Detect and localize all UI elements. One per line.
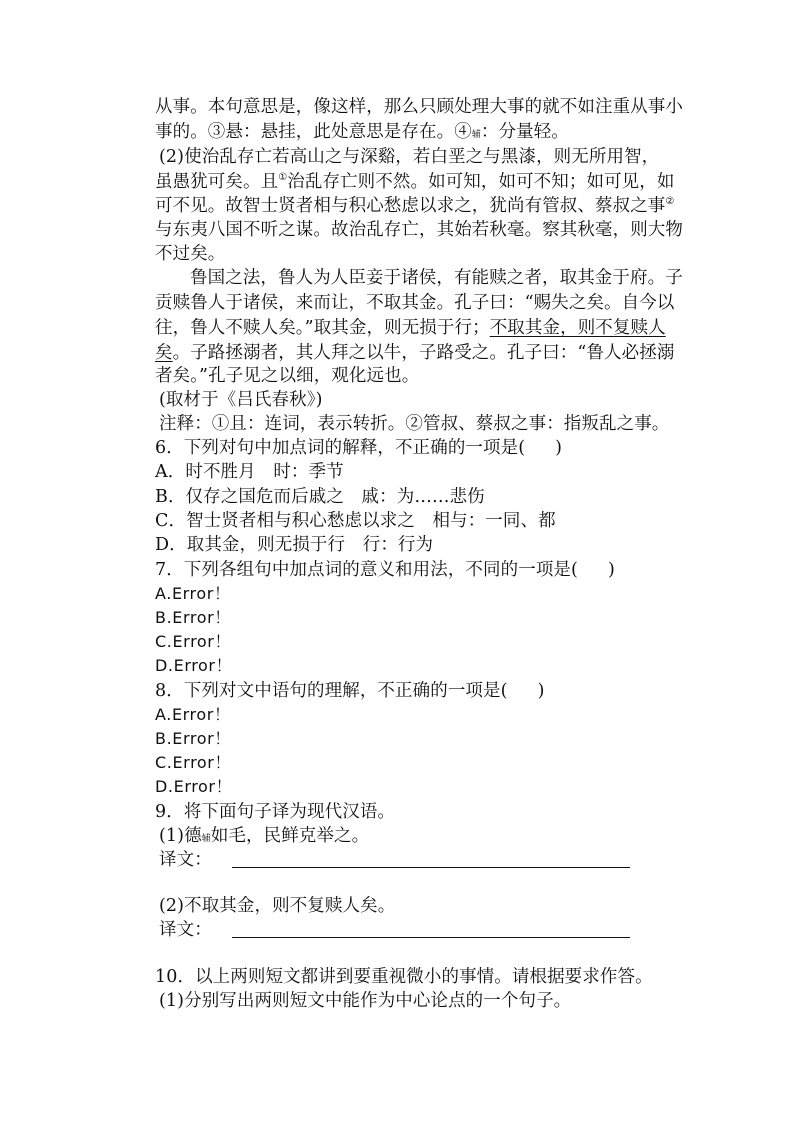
text-line: 者矣。”孔子见之以细，观化远也。 [155,366,420,386]
text-line: 鲁国之法，鲁人为人臣妾于诸侯，有能赎之者，取其金于府。子 [190,268,683,288]
translation-label: 译文： [159,850,212,870]
question-10-sub-1: (1)分别写出两则短文中能作为中心论点的一个句子。 [159,991,572,1011]
text-line: 往，鲁人不赎人矣。”取其金，则无损于行；不取其金，则不复赎人 [155,318,666,338]
text-line: 矣。子路拯溺者，其人拜之以牛，子路受之。孔子曰：“鲁人必拯溺 [155,343,675,363]
text-line: 不过矣。 [155,244,226,264]
answer-blank-2[interactable] [232,937,630,938]
question-7-option-a: A.Error！ [155,584,231,603]
question-6-stem: 6．下列对句中加点词的解释，不正确的一项是( ) [155,438,563,458]
question-6-option-d: D．取其金，则无损于行 行：行为 [155,535,434,555]
underlined-sentence: 矣 [155,343,173,363]
question-6-option-b: B．仅存之国危而后戚之 戚：为……悲伤 [155,487,485,507]
text-line: 可不见。故智士贤者相与积心愁虑以求之，犹尚有管叔、蔡叔之事② [155,196,675,216]
footnote-ref: ① [278,172,288,183]
footnote-ref: ② [665,196,675,207]
question-7-option-c: C.Error！ [155,632,232,651]
question-7-option-d: D.Error！ [155,656,233,675]
text-line: 事的。③悬：悬挂，此处意思是存在。④辅：分量轻。 [155,122,569,142]
question-10-stem: 10．以上两则短文都讲到要重视微小的事情。请根据要求作答。 [155,967,653,987]
text-line: 虽愚犹可矣。且①治乱存亡则不然。如可知，如可不知；如可见，如 [155,172,675,192]
question-7-stem: 7．下列各组句中加点词的意义和用法，不同的一项是( ) [155,560,615,580]
question-8-option-b: B.Error！ [155,729,231,748]
question-9-sentence-1: (1)德辅如毛，民鲜克举之。 [159,826,370,846]
question-8-option-d: D.Error！ [155,777,233,796]
question-8-option-a: A.Error！ [155,705,231,724]
question-8-stem: 8．下列对文中语句的理解，不正确的一项是( ) [155,681,545,701]
source-citation: (取材于《吕氏春秋》) [159,390,323,410]
question-8-option-c: C.Error！ [155,753,232,772]
underlined-sentence: 不取其金，则不复赎人 [489,318,666,338]
text-line: 与东夷八国不听之谋。故治乱存亡，其始若秋毫。察其秋毫，则大物 [155,220,683,240]
answer-blank-1[interactable] [232,867,630,868]
question-6-option-a: A．时不胜月 时：季节 [155,462,344,482]
question-7-option-b: B.Error！ [155,608,231,627]
text-line: (2)使治乱存亡若高山之与深谿，若白垩之与黑漆，则无所用智， [159,147,660,167]
translation-label: 译文： [159,920,212,940]
annotation-notes: 注释：①且：连词，表示转折。②管叔、蔡叔之事：指叛乱之事。 [159,414,670,434]
question-9-stem: 9．将下面句子译为现代汉语。 [155,802,396,822]
question-9-sentence-2: (2)不取其金，则不复赎人矣。 [159,896,396,916]
text-line: 从事。本句意思是，像这样，那么只顾处理大事的就不如注重从事小 [155,97,683,117]
question-6-option-c: C．智士贤者相与积心愁虑以求之 相与：一同、都 [155,511,556,531]
text-line: 贡赎鲁人于诸侯，来而让，不取其金。孔子曰：“赐失之矣。自今以 [155,293,675,313]
